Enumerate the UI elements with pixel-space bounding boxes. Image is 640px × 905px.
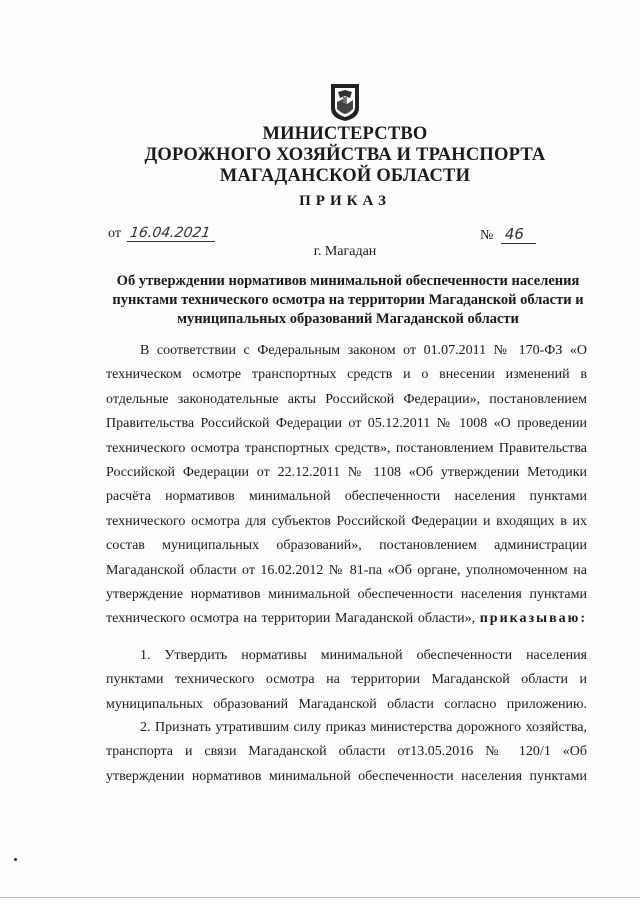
- date-row: [108, 225, 217, 242]
- scan-edge-line: [0, 897, 640, 898]
- coat-of-arms-icon: [329, 82, 361, 122]
- document-title: [108, 272, 588, 329]
- handwritten-date: 16.04.2021: [127, 225, 218, 242]
- title-line-3: муниципальных образований Магаданской области: [177, 311, 519, 327]
- paragraph-item-1: 1. Утвердить нормативы минимальной обеспеченности населения пунктами технического осмотра на территории Магаданской области и муниципальных образований Магаданской области согласно приложению.: [106, 648, 587, 712]
- preamble-text: В соответствии с Федеральным законом от 01.07.2011 № 170-ФЗ «О техническом осмотре транспортных средств и о внесении изменений в отдельные законодательные акты Российской Федерации», постановлением Правительства Российской Федерации от 05.12.2011 № 1008 «О проведении технического осмотра транспортных средств», постановлением Правительства Российской Федерации от 22.12.2011 № 1108 «Об утверждении Методики расчёта нормативов минимальной обеспеченности населения пунктами технического осмотра для субъектов Российской Федерации и входящих в их состав муниципальных образований», постановлением администрации Магаданской области от 16.02.2012 № 81-па «Об органе, уполномоченном на утверждение нормативов минимальной обеспеченности населения пунктами технического осмотра на территории Магаданской области»,: [106, 343, 587, 627]
- paragraph-item-2: 2. Признать утратившим силу приказ министерства дорожного хозяйства, транспорта и связи Магаданской области от13.05.2016 № 120/1 «Об утверждении нормативов минимальной обеспеченности населения пунктами: [106, 720, 587, 784]
- ministry-line-1: МИНИСТЕРСТВО: [262, 124, 428, 144]
- title-line-2: пунктами технического осмотра на территории Магаданской области и: [112, 292, 584, 308]
- number-row: [480, 225, 536, 244]
- ministry-line-2: ДОРОЖНОГО ХОЗЯЙСТВА И ТРАНСПОРТА: [144, 145, 546, 165]
- ministry-line-3: МАГАДАНСКОЙ ОБЛАСТИ: [219, 166, 471, 186]
- title-line-1: Об утверждении нормативов минимальной обеспеченности населения: [116, 273, 580, 289]
- ministry-name: [120, 124, 570, 187]
- number-prefix: №: [480, 228, 494, 243]
- date-prefix: от: [108, 226, 121, 241]
- document-type: ПРИКАЗ: [299, 193, 391, 209]
- paragraph-preamble: [106, 339, 587, 632]
- handwritten-number: 46: [501, 225, 536, 244]
- scan-mark: [14, 858, 17, 861]
- preamble-order-word: приказываю:: [479, 611, 587, 627]
- city: г. Магадан: [313, 244, 377, 259]
